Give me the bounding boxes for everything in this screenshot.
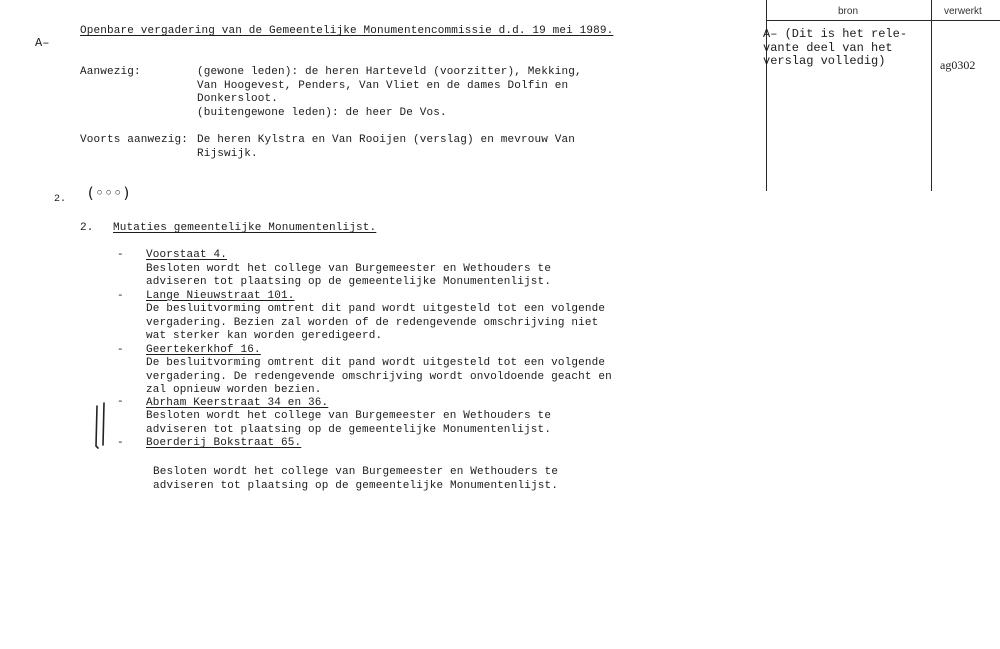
item-line: Besloten wordt het college van Burgemeester en Wethouders te [146, 262, 552, 275]
list-bullet: - [117, 249, 124, 261]
table-header-processed: verwerkt [944, 6, 982, 17]
item-line: zal opnieuw worden bezien. [146, 384, 322, 396]
item-line: vergadering. De redengevende omschrijving wordt onvoldoende geacht en [146, 370, 612, 383]
list-bullet: - [117, 343, 124, 356]
item-line: wat sterker kan worden geredigeerd. [146, 330, 383, 342]
attendance-label: Aanwezig: [80, 66, 141, 78]
attendance-line: (gewone leden): de heren Harteveld (voorzitter), Mekking, [197, 66, 582, 78]
item-heading: Boerderij Bokstraat 65. [146, 437, 302, 449]
closing-line: adviseren tot plaatsing op de gemeentelijke Monumentenlijst. [153, 480, 559, 492]
item-line: De besluitvorming omtrent dit pand wordt uitgesteld tot een volgende [146, 357, 606, 369]
source-line: verslag volledig) [763, 54, 886, 68]
item-line: De besluitvorming omtrent dit pand wordt uitgesteld tot een volgende [146, 303, 606, 315]
omitted-section-number: 2. [54, 194, 67, 205]
also-present-line: Rijswijk. [197, 148, 258, 160]
processed-code: ag0302 [940, 58, 976, 72]
also-present-label: Voorts aanwezig: [80, 134, 189, 146]
item-heading: Lange Nieuwstraat 101. [146, 289, 295, 302]
list-bullet: - [117, 289, 124, 302]
item-line: Besloten wordt het college van Burgemeester en Wethouders te [146, 410, 552, 422]
also-present-line: De heren Kylstra en Van Rooijen (verslag) en mevrouw Van [197, 134, 576, 146]
document-title: Openbare vergadering van de Gemeentelijke Monumentencommissie d.d. 19 mei 1989. [80, 25, 614, 37]
source-line: A– (Dit is het rele- [763, 27, 908, 41]
item-line: adviseren tot plaatsing op de gemeentelijke Monumentenlijst. [146, 423, 552, 436]
section-title: Mutaties gemeentelijke Monumentenlijst. [113, 222, 377, 234]
table-header-rule [766, 20, 1000, 21]
margin-mark: A– [35, 36, 50, 50]
attendance-line: Van Hoogevest, Penders, Van Vliet en de dames Dolfin en [197, 79, 569, 92]
item-line: vergadering. Bezien zal worden of de redengevende omschrijving niet [146, 316, 599, 329]
omitted-section-ellipsis: (◦◦◦) [86, 184, 132, 202]
item-heading: Voorstaat 4. [146, 249, 228, 261]
table-border-divider [931, 0, 932, 191]
item-heading: Abrham Keerstraat 34 en 36. [146, 396, 329, 409]
attendance-line: Donkersloot. [197, 93, 279, 105]
handwritten-margin-mark [88, 400, 112, 452]
item-line: adviseren tot plaatsing op de gemeentelijke Monumentenlijst. [146, 276, 552, 288]
closing-line: Besloten wordt het college van Burgemeester en Wethouders te [153, 466, 559, 478]
source-line: vante deel van het [763, 40, 893, 55]
list-bullet: - [117, 437, 124, 449]
item-heading: Geertekerkhof 16. [146, 343, 261, 356]
table-header-source: bron [838, 6, 859, 17]
section-number: 2. [80, 222, 94, 234]
attendance-line: (buitengewone leden): de heer De Vos. [197, 106, 447, 119]
list-bullet: - [117, 396, 124, 408]
